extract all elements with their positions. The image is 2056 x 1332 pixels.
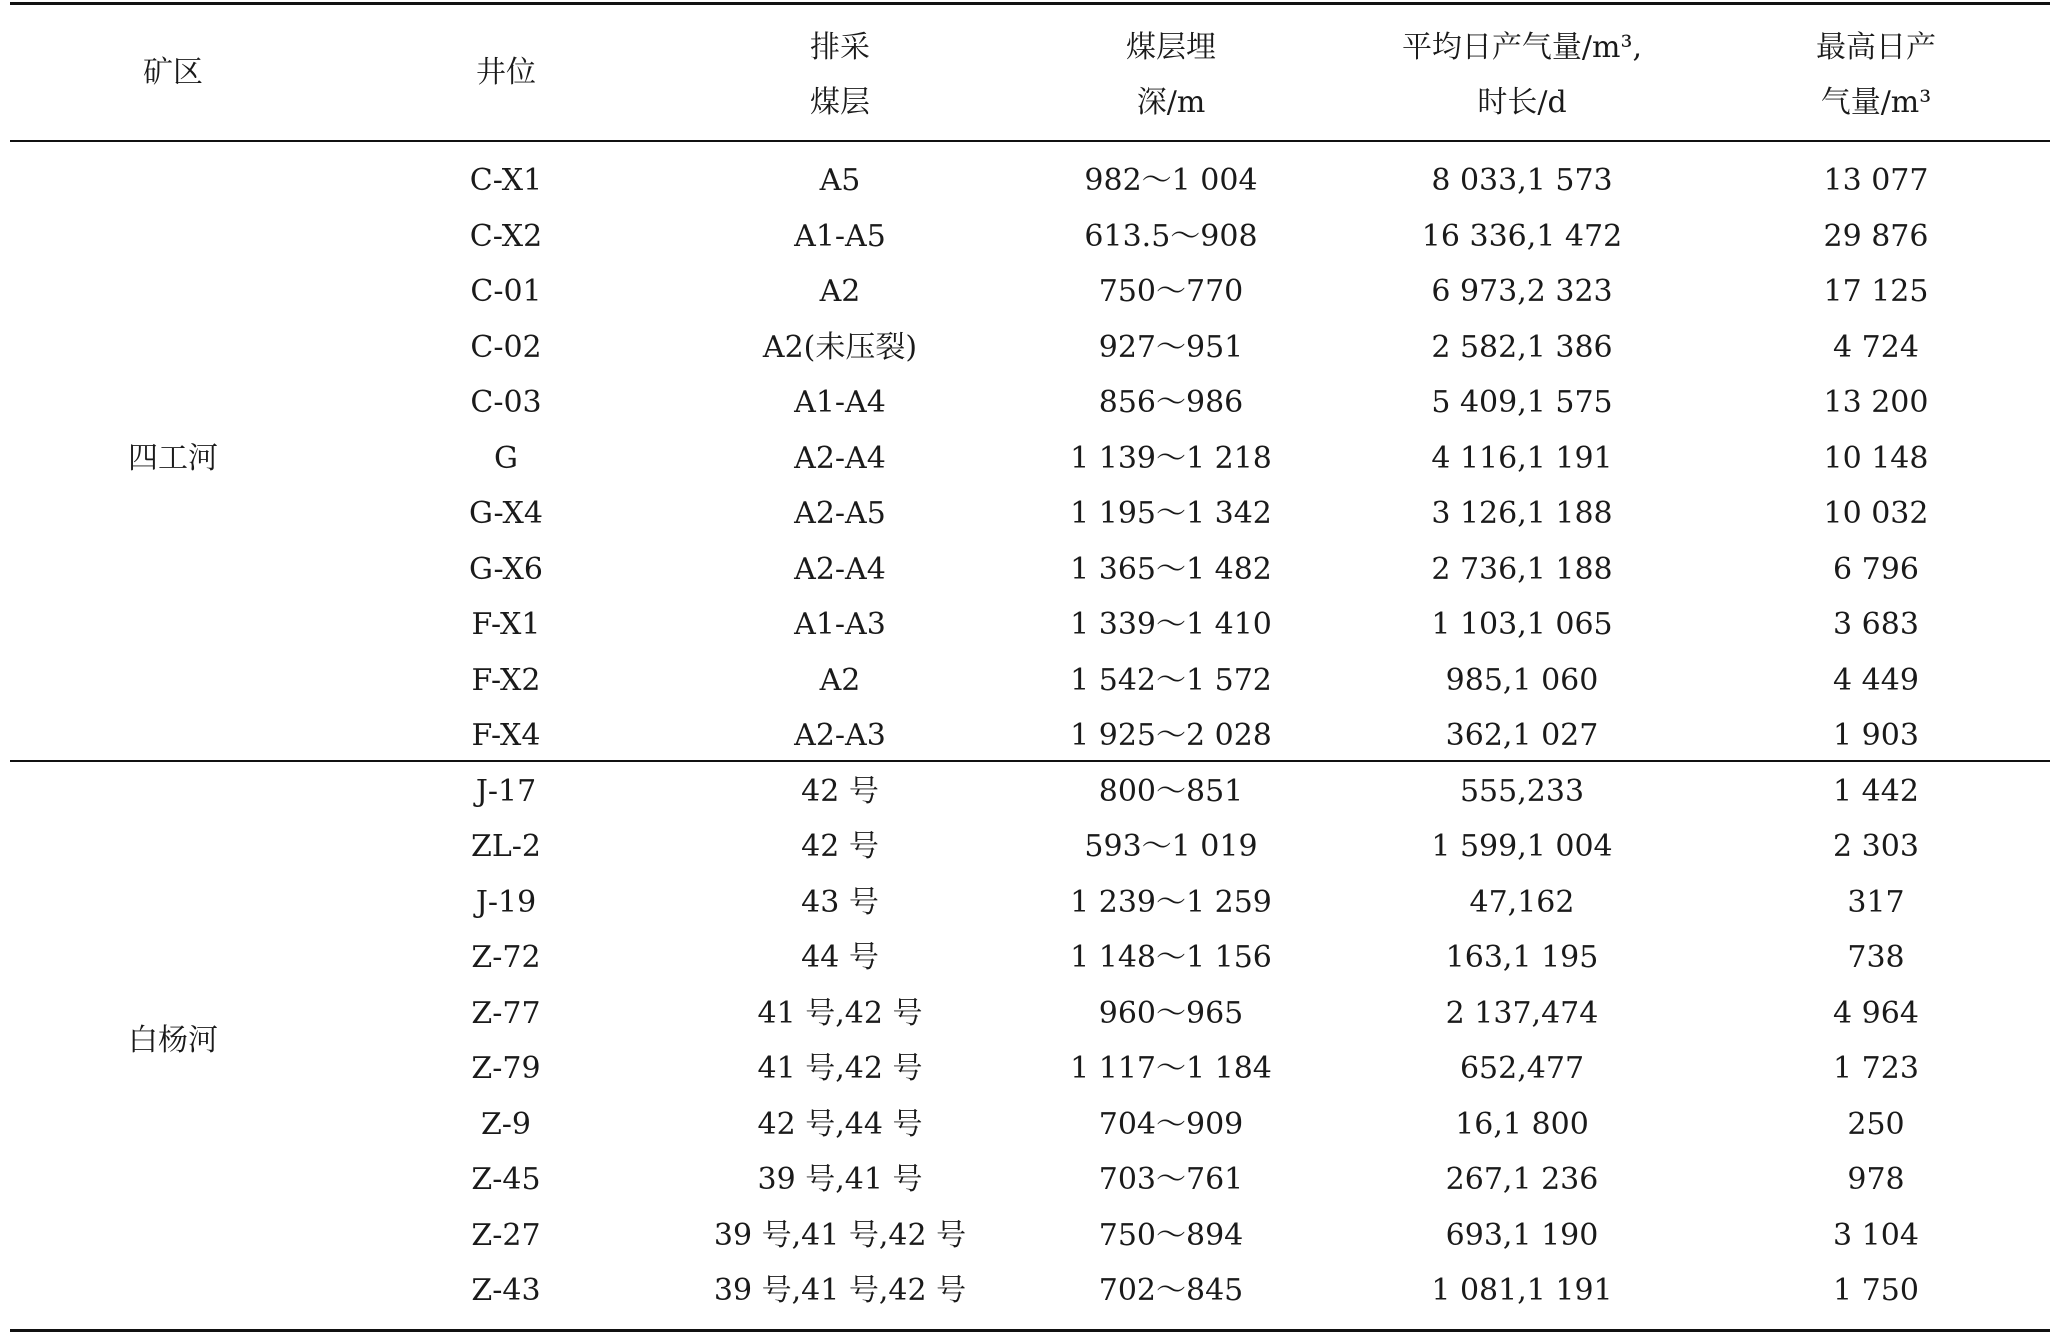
header-region <box>23 45 323 100</box>
cell-well: J-19 <box>475 884 537 920</box>
cell-avg: 2 736,1 188 <box>1431 551 1613 587</box>
cell-well: Z-72 <box>471 940 541 975</box>
cell-seam: 43 号 <box>801 884 879 920</box>
cell-seam: A2-A3 <box>794 718 886 753</box>
cell-well: G-X6 <box>468 551 544 587</box>
header-depth-line: 煤层埋 <box>1126 30 1216 65</box>
cell-max: 29 876 <box>1823 218 1929 254</box>
header-max <box>1711 20 2041 130</box>
cell-depth: 927～951 <box>1098 329 1244 365</box>
cell-avg: 1 599,1 004 <box>1431 829 1613 864</box>
cell-seam: A2 <box>819 274 861 309</box>
cell-region: 四工河 <box>128 440 218 476</box>
cell-avg: 2 137,474 <box>1445 995 1599 1031</box>
cell-avg: 4 116,1 191 <box>1431 440 1613 476</box>
cell-max: 10 032 <box>1823 496 1929 531</box>
cell-seam: 39 号,41 号 <box>757 1162 923 1197</box>
cell-region: 白杨河 <box>128 1023 218 1059</box>
header-max-line: 最高日产 <box>1816 30 1936 65</box>
cell-seam: 41 号,42 号 <box>757 995 923 1031</box>
cell-depth: 703～761 <box>1098 1162 1244 1197</box>
cell-avg: 47,162 <box>1469 884 1575 920</box>
group-separator-rule <box>10 760 2050 762</box>
cell-depth: 1 139～1 218 <box>1070 440 1272 476</box>
bottom-rule <box>10 1329 2050 1332</box>
cell-seam: 44 号 <box>801 940 879 975</box>
cell-max: 738 <box>1847 940 1905 975</box>
cell-depth: 856～986 <box>1098 385 1244 420</box>
cell-well: C-X1 <box>469 163 543 198</box>
cell-depth: 982～1 004 <box>1084 163 1258 198</box>
cell-depth: 704～909 <box>1098 1106 1244 1142</box>
header-seam-line: 煤层 <box>810 85 870 120</box>
cell-well: Z-27 <box>471 1217 541 1253</box>
cell-avg: 5 409,1 575 <box>1431 385 1613 420</box>
cell-max: 1 442 <box>1833 773 1919 809</box>
cell-seam: 41 号,42 号 <box>757 1051 923 1086</box>
cell-depth: 1 925～2 028 <box>1070 718 1272 753</box>
cell-well: G <box>494 440 518 476</box>
cell-seam: 42 号 <box>801 829 879 864</box>
cell-max: 6 796 <box>1833 551 1919 587</box>
cell-seam: A1-A3 <box>794 607 886 642</box>
cell-avg: 267,1 236 <box>1445 1162 1599 1197</box>
cell-max: 1 750 <box>1833 1273 1919 1308</box>
cell-avg: 8 033,1 573 <box>1431 163 1613 198</box>
cell-max: 4 964 <box>1833 995 1919 1031</box>
cell-well: J-17 <box>475 773 537 809</box>
header-max-line: 气量/m³ <box>1820 85 1932 120</box>
header-well-line: 井位 <box>476 55 536 90</box>
cell-well: C-02 <box>470 329 542 365</box>
cell-avg: 2 582,1 386 <box>1431 329 1613 365</box>
header-seam-line: 排采 <box>810 30 870 65</box>
cell-seam: A2-A5 <box>794 496 886 531</box>
cell-avg: 693,1 190 <box>1445 1217 1599 1253</box>
cell-max: 250 <box>1847 1106 1905 1142</box>
cell-depth: 1 117～1 184 <box>1070 1051 1272 1086</box>
header-depth-line: 深/m <box>1136 85 1206 120</box>
cell-max: 13 077 <box>1823 163 1929 198</box>
cell-depth: 613.5～908 <box>1084 218 1258 254</box>
cell-well: Z-43 <box>471 1273 541 1308</box>
cell-seam: A2-A4 <box>794 440 886 476</box>
cell-well: Z-79 <box>471 1051 541 1086</box>
cell-well: Z-9 <box>480 1106 532 1142</box>
cell-seam: A2 <box>819 662 861 698</box>
cell-max: 2 303 <box>1833 829 1919 864</box>
cell-avg: 652,477 <box>1459 1051 1585 1086</box>
cell-depth: 1 148～1 156 <box>1070 940 1272 975</box>
cell-seam: A1-A4 <box>794 385 886 420</box>
cell-max: 13 200 <box>1823 385 1929 420</box>
header-seam <box>660 20 1020 130</box>
cell-max: 17 125 <box>1823 274 1929 309</box>
cell-well: ZL-2 <box>471 829 541 864</box>
cell-seam: 42 号,44 号 <box>757 1106 923 1142</box>
top-rule <box>10 2 2050 5</box>
cell-well: G-X4 <box>468 496 544 531</box>
cell-well: C-X2 <box>469 218 543 254</box>
cell-max: 4 449 <box>1833 662 1919 698</box>
cell-well: Z-77 <box>471 995 541 1031</box>
cell-seam: 39 号,41 号,42 号 <box>713 1273 967 1308</box>
cell-max: 1 903 <box>1833 718 1919 753</box>
cell-well: F-X1 <box>471 607 541 642</box>
cell-depth: 1 239～1 259 <box>1070 884 1272 920</box>
cell-depth: 1 542～1 572 <box>1070 662 1272 698</box>
header-avg-line: 平均日产气量/m³, <box>1401 30 1643 65</box>
cell-avg: 362,1 027 <box>1445 718 1599 753</box>
cell-depth: 1 365～1 482 <box>1070 551 1272 587</box>
header-avg <box>1312 20 1732 130</box>
cell-depth: 800～851 <box>1098 773 1244 809</box>
cell-avg: 6 973,2 323 <box>1431 274 1613 309</box>
cell-seam: A2-A4 <box>794 551 886 587</box>
cell-avg: 1 081,1 191 <box>1431 1273 1613 1308</box>
cell-depth: 750～894 <box>1098 1217 1244 1253</box>
cell-max: 1 723 <box>1833 1051 1919 1086</box>
header-avg-line: 时长/d <box>1477 85 1567 120</box>
cell-max: 3 683 <box>1833 607 1919 642</box>
header-depth <box>991 20 1351 130</box>
cell-well: C-03 <box>470 385 542 420</box>
cell-seam: A5 <box>819 163 861 198</box>
cell-seam: A2(未压裂) <box>762 329 918 365</box>
cell-max: 3 104 <box>1833 1217 1919 1253</box>
cell-max: 317 <box>1847 884 1905 920</box>
cell-well: Z-45 <box>471 1162 541 1197</box>
cell-avg: 1 103,1 065 <box>1431 607 1613 642</box>
cell-depth: 750～770 <box>1098 274 1244 309</box>
cell-seam: 39 号,41 号,42 号 <box>713 1217 967 1253</box>
cell-well: C-01 <box>470 274 542 309</box>
cell-avg: 555,233 <box>1459 773 1585 809</box>
cell-max: 4 724 <box>1833 329 1919 365</box>
cell-depth: 960～965 <box>1098 995 1244 1031</box>
cell-depth: 1 339～1 410 <box>1070 607 1272 642</box>
cell-avg: 16 336,1 472 <box>1421 218 1623 254</box>
cell-max: 978 <box>1847 1162 1905 1197</box>
cell-well: F-X4 <box>471 718 541 753</box>
cell-avg: 16,1 800 <box>1455 1106 1589 1142</box>
cell-avg: 3 126,1 188 <box>1431 496 1613 531</box>
cell-seam: 42 号 <box>801 773 879 809</box>
header-well <box>356 45 656 100</box>
header-region-line: 矿区 <box>143 55 203 90</box>
cell-depth: 1 195～1 342 <box>1070 496 1272 531</box>
header-rule <box>10 140 2050 142</box>
cell-well: F-X2 <box>471 662 541 698</box>
cell-seam: A1-A5 <box>794 218 886 254</box>
cell-depth: 593～1 019 <box>1084 829 1258 864</box>
cell-avg: 985,1 060 <box>1445 662 1599 698</box>
cell-depth: 702～845 <box>1098 1273 1244 1308</box>
cell-max: 10 148 <box>1823 440 1929 476</box>
cell-avg: 163,1 195 <box>1445 940 1599 975</box>
